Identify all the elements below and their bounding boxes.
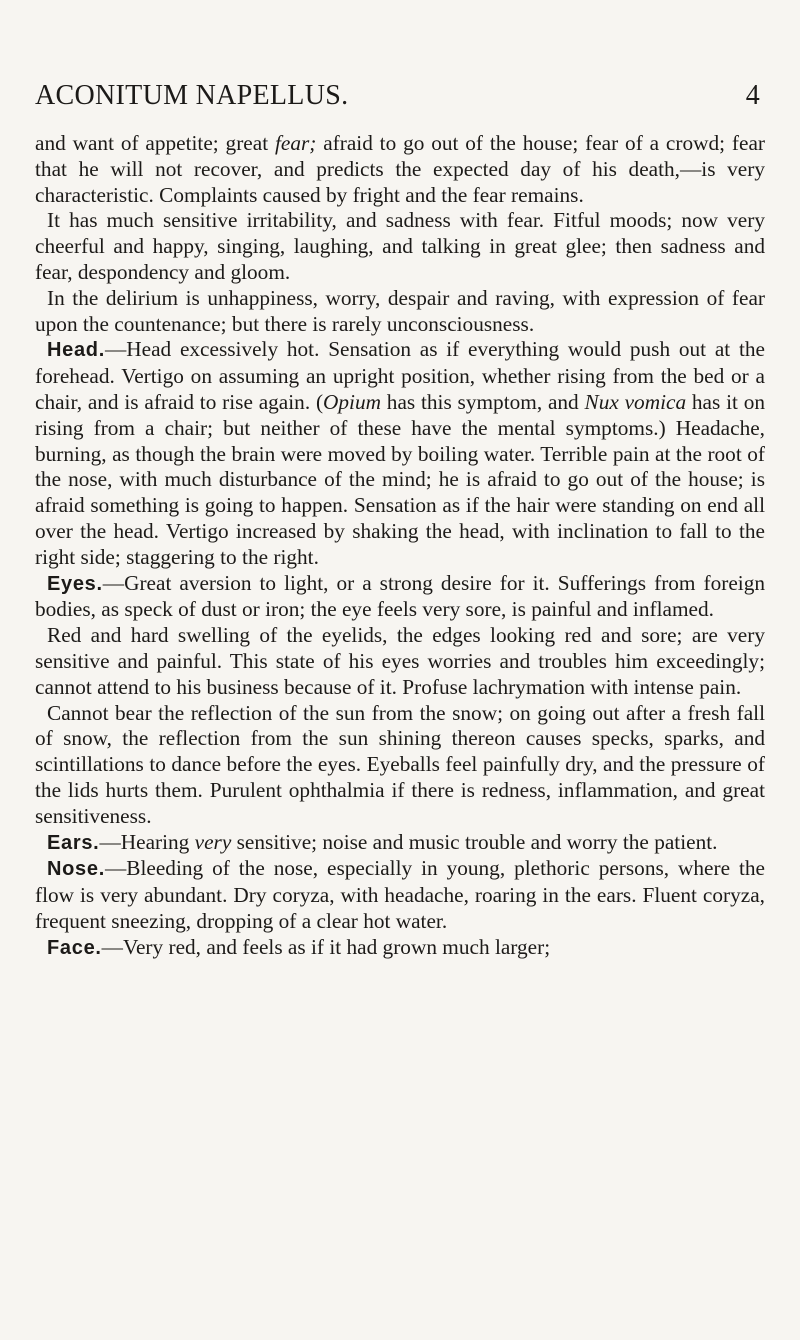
text-run: has this symptom, and: [381, 389, 585, 414]
text-run: —Bleeding of the nose, especially in young, plethoric persons, where the flow is very abundant. Dry coryza, with headache, roaring in the ears. Fluent coryza, frequent sneezing, dropping of a clear hot water.: [35, 856, 765, 933]
paragraph-snow-reflection: Cannot bear the reflection of the sun from the snow; on going out after a fresh fall of snow, the reflection from the sun shining thereon causes specks, sparks, and scintillations to dance before the eyes. Eyeballs feel painfully dry, and the pressure of the lids hurts them. Purulent ophthalmia if there is redness, inflammation, and great sensitiveness.: [35, 700, 765, 828]
page-title: ACONITUM NAPELLUS.: [35, 80, 349, 111]
emphasis-nux-vomica: Nux vomica: [584, 389, 687, 414]
emphasis-opium: Opium: [323, 389, 382, 414]
paragraph-appetite-fear: [35, 131, 765, 208]
section-label-ears: Ears.: [47, 831, 100, 854]
emphasis: fear;: [274, 131, 317, 155]
text-run: —Great aversion to light, or a strong desire for it. Sufferings from foreign bodies, as speck of dust or iron; the eye feels very sore, is painful and inflamed.: [35, 570, 765, 622]
section-nose: [35, 856, 765, 934]
section-label-head: Head.: [47, 339, 105, 362]
section-label-face: Face.: [47, 936, 102, 959]
body-text: [35, 131, 765, 962]
text-run: and want of appetite; great: [35, 131, 275, 155]
running-header: [35, 80, 760, 112]
text-run: —Hearing: [99, 829, 195, 854]
emphasis: very: [194, 829, 232, 854]
text-run: —Head excessively hot. Sensation as if everything would push out at the forehead. Vertigo on assuming an upright position, whether rising from the bed or a chair, and is afraid to rise again. (: [35, 337, 765, 414]
page-number: 4: [745, 80, 760, 111]
text-run: —Very red, and feels as if it had grown much larger;: [101, 934, 551, 959]
section-label-nose: Nose.: [47, 858, 105, 881]
section-ears: [35, 830, 765, 857]
paragraph-irritability: It has much sensitive irritability, and sadness with fear. Fitful moods; now very cheerful and happy, singing, laughing, and talking in great glee; then sadness and fear, despondency and gloom.: [35, 208, 765, 284]
paragraph-delirium: In the delirium is unhappiness, worry, despair and raving, with expression of fear upon the countenance; but there is rarely unconsciousness.: [35, 285, 765, 336]
text-run: afraid to go out of the house; fear of a crowd; fear that he will not recover, and predicts the expected day of his death,—is very characteristic. Complaints caused by fright and the fear remains.: [35, 131, 765, 207]
text-run: has it on rising from a chair; but neither of these have the mental symptoms.) Headache, burning, as though the brain were moved by boiling water. Terrible pain at the root of the nose, with much disturbance of the mind; he is afraid to go out of the house; is afraid something is going to happen. Sensation as if the hair were standing on end all over the head. Vertigo increased by shaking the head, with inclination to fall to the right side; staggering to the right.: [35, 389, 766, 569]
section-face: [35, 935, 765, 962]
section-label-eyes: Eyes.: [47, 572, 103, 595]
paragraph-eyelids: Red and hard swelling of the eyelids, the edges looking red and sore; are very sensitive and painful. This state of his eyes worries and troubles him exceedingly; cannot attend to his business because of it. Profuse lachrymation with intense pain.: [35, 623, 765, 699]
section-head: [35, 337, 765, 570]
section-eyes: [35, 571, 765, 624]
text-run: sensitive; noise and music trouble and worry the patient.: [231, 829, 718, 854]
